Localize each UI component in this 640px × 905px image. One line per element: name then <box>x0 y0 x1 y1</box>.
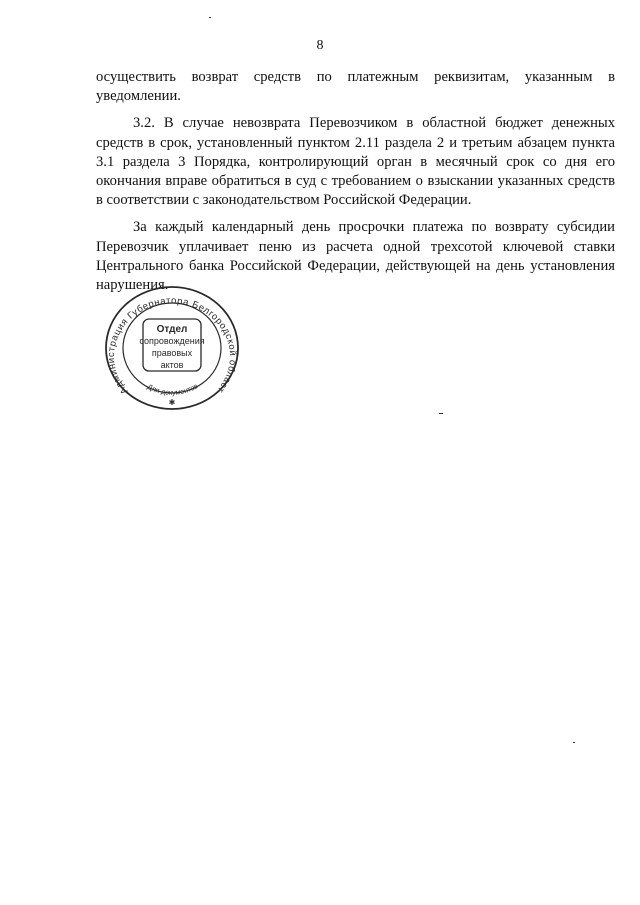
stamp-inner-line-4: актов <box>160 360 184 370</box>
stamp-inner-line-3: правовых <box>151 348 193 358</box>
stamp-inner-line-1: Отдел <box>156 324 188 335</box>
svg-text:Для документов <box>146 381 200 397</box>
scan-speck <box>439 413 443 414</box>
stamp-bottom-text: Для документов <box>145 381 200 397</box>
document-body <box>96 68 615 303</box>
stamp-star-icon: ✱ <box>168 398 176 407</box>
page-number: 8 <box>316 38 324 53</box>
scan-speck <box>209 17 211 18</box>
official-stamp <box>102 283 242 413</box>
paragraph-continuation: осуществить возврат средств по платежным реквизитам, указанным в уведомлении. <box>96 69 615 105</box>
stamp-outer-text: Администрация Губернатора Белгородской област <box>104 294 240 397</box>
stamp-inner-line-2: сопровождения <box>139 336 205 346</box>
scan-speck <box>573 742 575 743</box>
paragraph-3-2: 3.2. В случае невозврата Перевозчиком в областной бюджет денежных средств в срок, установленный пунктом 2.11 раздела 2 и третьим абзацем пункта 3.1 раздела 3 Порядка, контролирующий орган в месячный срок со дня его окончания вправе обратиться в суд с требованием о взыскании указанных средств в соответствии с законодательством Российской Федерации. <box>96 115 615 209</box>
paragraph-penalty: За каждый календарный день просрочки платежа по возврату субсидии Перевозчик уплачивает пеню из расчета одной трехсотой ключевой ставки Центрального банка Российской Федерации, действующей на день установления нарушения. <box>96 219 615 294</box>
